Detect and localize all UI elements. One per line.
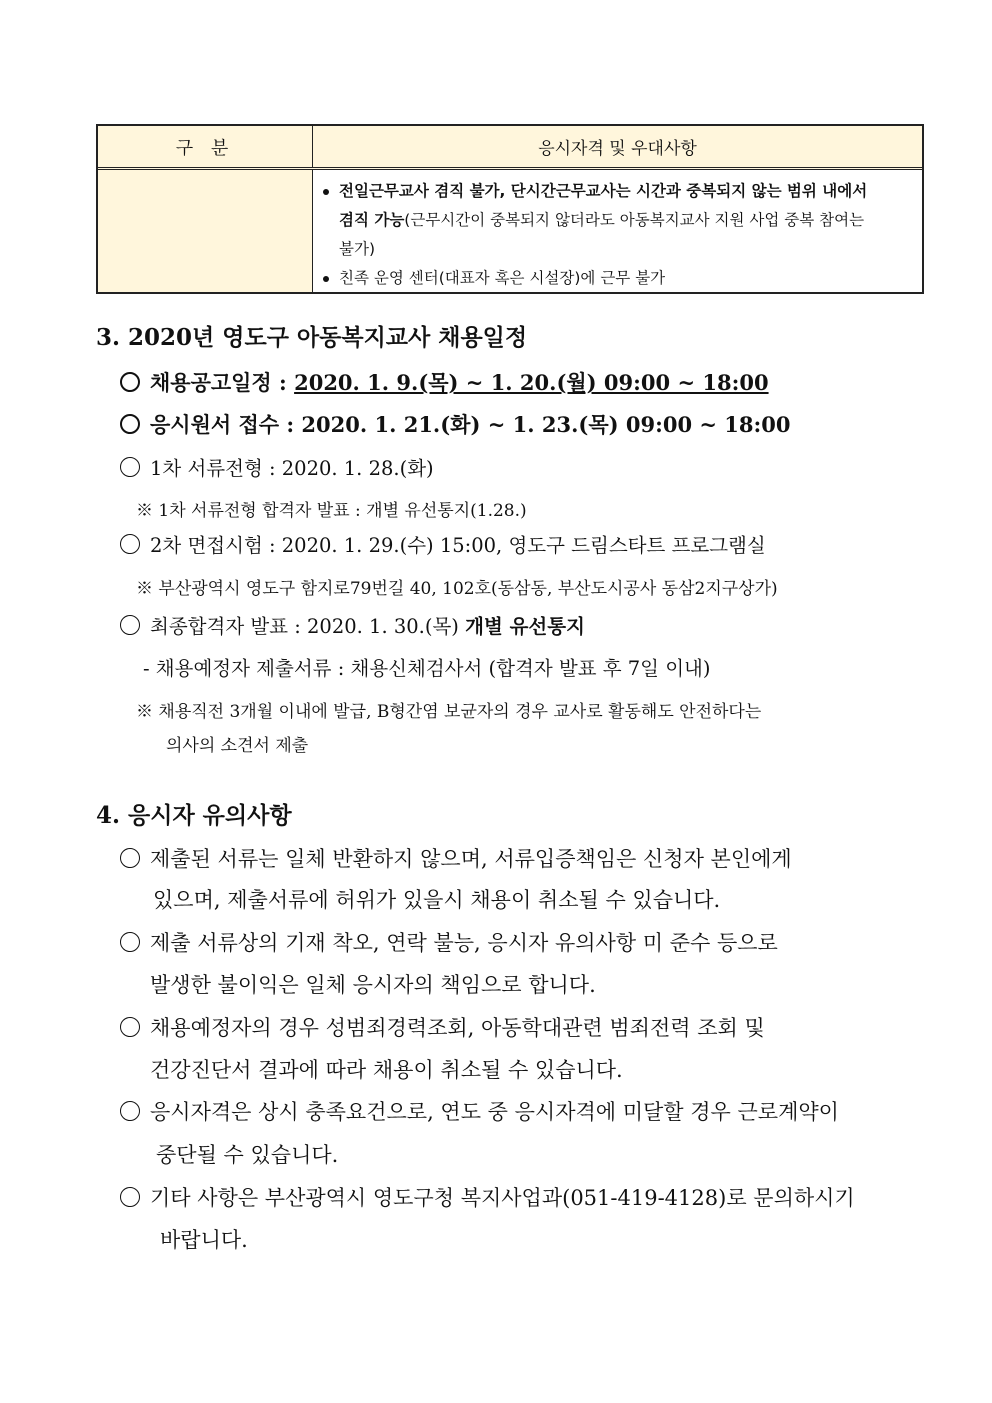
notice-item-4 <box>120 1096 839 1126</box>
qualification-table <box>96 124 924 294</box>
circle-bullet-icon <box>120 414 140 434</box>
notice-4-line2: 중단될 수 있습니다. <box>156 1143 339 1167</box>
table-cell-qualifications <box>313 170 922 292</box>
bullet1-bold-part: 겸직 가능 <box>339 211 405 229</box>
circle-bullet-icon <box>120 615 140 635</box>
notice-3-line2: 건강진단서 결과에 따라 채용이 취소될 수 있습니다. <box>150 1058 623 1082</box>
circle-bullet-icon <box>120 1017 140 1037</box>
bullet1-line3: 불가) <box>339 240 375 258</box>
note-interview-address: ※ 부산광역시 영도구 함지로79번길 40, 102호(동삼동, 부산도시공사 동삼2지구상가) <box>136 579 778 599</box>
notice-2-line2: 발생한 불이익은 일체 응시자의 책임으로 합니다. <box>150 973 596 997</box>
table-row <box>98 170 922 292</box>
final-result-text: 최종합격자 발표 : 2020. 1. 30.(목) <box>150 615 459 638</box>
notice-1-line2: 있으며, 제출서류에 허위가 있을시 채용이 취소될 수 있습니다. <box>153 888 721 912</box>
document-screening-text: 1차 서류전형 : 2020. 1. 28.(화) <box>150 457 434 480</box>
announcement-label: 채용공고일정 <box>150 370 272 395</box>
notice-4-line1: 응시자격은 상시 충족요건으로, 연도 중 응시자격에 미달할 경우 근로계약이 <box>150 1100 839 1124</box>
circle-bullet-icon <box>120 932 140 952</box>
bullet1-rest-part: (근무시간이 중복되지 않더라도 아동복지교사 지원 사업 중복 참여는 <box>404 211 865 229</box>
schedule-item-application: 응시원서 접수 : 2020. 1. 21.(화) ~ 1. 23.(목) 09:00 ~ 18:00 <box>120 409 790 439</box>
announcement-period: 2020. 1. 9.(목) ~ 1. 20.(월) 09:00 ~ 18:00 <box>294 370 769 395</box>
qualification-bullet-1 <box>319 177 912 264</box>
table-header-qualifications: 응시자격 및 우대사항 <box>538 139 697 159</box>
bullet2-text: 친족 운영 센터(대표자 혹은 시설장)에 근무 불가 <box>339 269 666 287</box>
notice-5-line2: 바랍니다. <box>160 1228 248 1252</box>
table-header-row <box>98 126 922 170</box>
bullet1-line2 <box>339 206 912 235</box>
bullet-dot-icon <box>323 276 329 282</box>
circle-bullet-icon <box>120 1187 140 1207</box>
notice-item-5 <box>120 1182 855 1212</box>
notice-item-1 <box>120 843 792 873</box>
note-health-certificate-line2: 의사의 소견서 제출 <box>166 736 309 756</box>
circle-bullet-icon <box>120 534 140 554</box>
schedule-item-document-screening <box>120 453 434 481</box>
section3-title: 3. 2020년 영도구 아동복지교사 채용일정 <box>96 324 528 351</box>
interview-text: 2차 면접시험 : 2020. 1. 29.(수) 15:00, 영도구 드림스타트 프로그램실 <box>150 534 766 557</box>
application-period: 2020. 1. 21.(화) ~ 1. 23.(목) 09:00 ~ 18:00 <box>301 412 791 437</box>
table-header-category: 구 분 <box>98 126 313 167</box>
schedule-item-final-result <box>120 611 585 639</box>
circle-bullet-icon <box>120 457 140 477</box>
bullet1-line1: 전일근무교사 겸직 불가, 단시간근무교사는 시간과 중복되지 않는 범위 내에서 <box>339 182 868 200</box>
note-document-screening: ※ 1차 서류전형 합격자 발표 : 개별 유선통지(1.28.) <box>136 501 527 521</box>
schedule-item-interview <box>120 530 766 558</box>
section4-title: 4. 응시자 유의사항 <box>96 802 292 829</box>
application-label: 응시원서 접수 <box>150 412 280 437</box>
circle-bullet-icon <box>120 1101 140 1121</box>
circle-bullet-icon <box>120 372 140 392</box>
circle-bullet-icon <box>120 848 140 868</box>
notice-item-2 <box>120 927 778 957</box>
final-result-method: 개별 유선통지 <box>465 615 585 638</box>
schedule-item-announcement: 채용공고일정 : 2020. 1. 9.(목) ~ 1. 20.(월) 09:00 ~ 18:00 <box>120 367 769 397</box>
note-health-certificate-line1: ※ 채용직전 3개월 이내에 발급, B형간염 보균자의 경우 교사로 활동해도 안전하다는 <box>136 702 762 722</box>
qualification-bullet-2 <box>319 264 912 293</box>
table-cell-category <box>98 170 313 292</box>
notice-2-line1: 제출 서류상의 기재 착오, 연락 불능, 응시자 유의사항 미 준수 등으로 <box>150 931 778 955</box>
bullet-dot-icon <box>323 189 329 195</box>
notice-item-3 <box>120 1012 765 1042</box>
notice-5-line1: 기타 사항은 부산광역시 영도구청 복지사업과(051-419-4128)로 문의하시기 <box>150 1186 855 1210</box>
notice-3-line1: 채용예정자의 경우 성범죄경력조회, 아동학대관련 범죄전력 조회 및 <box>150 1016 765 1040</box>
notice-1-line1: 제출된 서류는 일체 반환하지 않으며, 서류입증책임은 신청자 본인에게 <box>150 847 792 871</box>
sub-required-documents: - 채용예정자 제출서류 : 채용신체검사서 (합격자 발표 후 7일 이내) <box>143 657 711 680</box>
